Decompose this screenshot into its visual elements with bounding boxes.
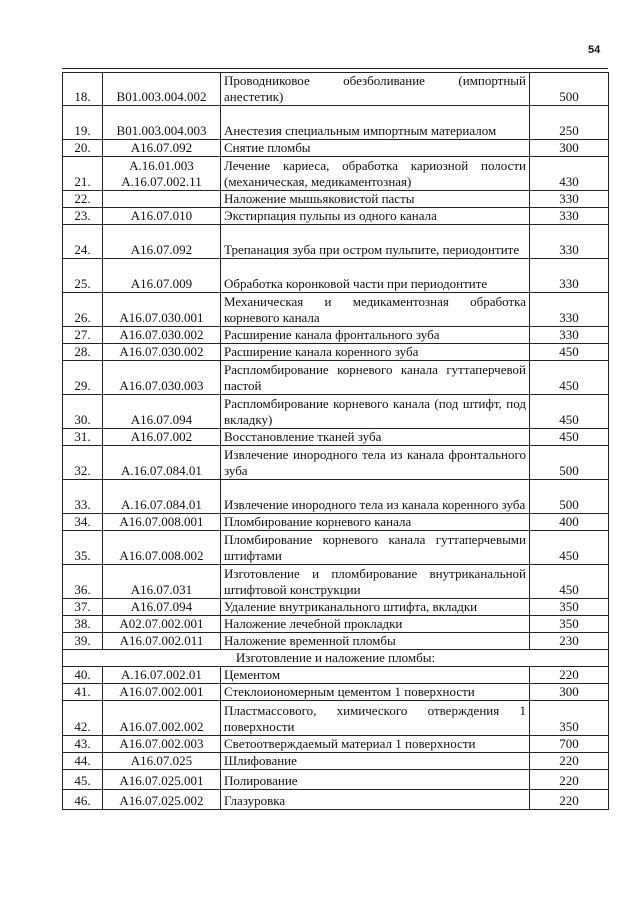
service-price: 450: [530, 344, 609, 361]
table-row: [63, 790, 609, 810]
service-code: A02.07.002.001: [103, 616, 221, 633]
service-name: Полирование: [221, 770, 530, 790]
service-name: Проводниковое обезболивание (импортный анестетик): [221, 73, 530, 106]
service-name: Наложение временной пломбы: [221, 633, 530, 650]
service-name: Цементом: [221, 667, 530, 684]
service-code: A16.07.092: [103, 140, 221, 157]
service-price: 330: [530, 208, 609, 225]
service-price: 450: [530, 361, 609, 395]
service-code: A16.07.092: [103, 225, 221, 259]
table-row: [63, 293, 609, 327]
row-number: 43.: [63, 736, 103, 753]
service-code: A16.07.030.002: [103, 344, 221, 361]
service-name: Глазуровка: [221, 790, 530, 810]
service-price: 700: [530, 736, 609, 753]
service-code: A.16.07.084.01: [103, 446, 221, 480]
table-row: [63, 667, 609, 684]
row-number: 38.: [63, 616, 103, 633]
service-price: 400: [530, 514, 609, 531]
row-number: 24.: [63, 225, 103, 259]
service-price: 220: [530, 790, 609, 810]
row-number: 40.: [63, 667, 103, 684]
service-price: 430: [530, 157, 609, 191]
service-code: B01.003.004.002: [103, 73, 221, 106]
row-number: 32.: [63, 446, 103, 480]
service-code: A16.07.002: [103, 429, 221, 446]
service-name: Расширение канала фронтального зуба: [221, 327, 530, 344]
service-name: Распломбирование корневого канала гуттаперчевой пастой: [221, 361, 530, 395]
service-code: A16.07.002.003: [103, 736, 221, 753]
service-price: 220: [530, 753, 609, 770]
service-code: [103, 191, 221, 208]
table-row: [63, 191, 609, 208]
service-code: A16.07.009: [103, 259, 221, 293]
service-price: 250: [530, 106, 609, 140]
row-number: 23.: [63, 208, 103, 225]
service-price: 350: [530, 616, 609, 633]
table-row: [63, 633, 609, 650]
section-header: Изготовление и наложение пломбы:: [63, 650, 609, 667]
row-number: 45.: [63, 770, 103, 790]
table-row: [63, 701, 609, 736]
table-row: [63, 753, 609, 770]
service-code: A16.07.008.001: [103, 514, 221, 531]
table-row: [63, 480, 609, 514]
table-row: [63, 429, 609, 446]
service-name: Наложение мышьяковистой пасты: [221, 191, 530, 208]
service-price: 330: [530, 191, 609, 208]
service-code: A16.07.002.011: [103, 633, 221, 650]
row-number: 30.: [63, 395, 103, 429]
row-number: 44.: [63, 753, 103, 770]
service-name: Экстирпация пульпы из одного канала: [221, 208, 530, 225]
row-number: 39.: [63, 633, 103, 650]
table-row: [63, 73, 609, 106]
service-code: A16.07.031: [103, 565, 221, 599]
row-number: 34.: [63, 514, 103, 531]
service-name: Трепанация зуба при остром пульпите, периодонтите: [221, 225, 530, 259]
service-price: 450: [530, 531, 609, 565]
service-price: 220: [530, 667, 609, 684]
row-number: 37.: [63, 599, 103, 616]
service-name: Извлечение инородного тела из канала коренного зуба: [221, 480, 530, 514]
service-name: Распломбирование корневого канала (под штифт, под вкладку): [221, 395, 530, 429]
service-code: A16.07.094: [103, 395, 221, 429]
row-number: 18.: [63, 73, 103, 106]
service-name: Извлечение инородного тела из канала фронтального зуба: [221, 446, 530, 480]
service-code: A16.07.030.003: [103, 361, 221, 395]
table-row: [63, 770, 609, 790]
service-name: Лечение кариеса, обработка кариозной полости (механическая, медикаментозная): [221, 157, 530, 191]
row-number: 31.: [63, 429, 103, 446]
table-row: [63, 565, 609, 599]
section-header-row: [63, 650, 609, 667]
row-number: 26.: [63, 293, 103, 327]
service-name: Анестезия специальным импортным материалом: [221, 106, 530, 140]
row-number: 36.: [63, 565, 103, 599]
service-code: A16.07.094: [103, 599, 221, 616]
page-number: 54: [588, 44, 601, 56]
table-row: [63, 327, 609, 344]
table-row: [63, 140, 609, 157]
row-number: 35.: [63, 531, 103, 565]
service-code: A16.07.025: [103, 753, 221, 770]
service-price: 300: [530, 140, 609, 157]
service-price: 350: [530, 599, 609, 616]
table-row: [63, 616, 609, 633]
service-code: A16.07.008.002: [103, 531, 221, 565]
row-number: 42.: [63, 701, 103, 736]
service-code: A.16.07.084.01: [103, 480, 221, 514]
service-price: 330: [530, 225, 609, 259]
service-name: Изготовление и пломбирование внутриканальной штифтовой конструкции: [221, 565, 530, 599]
row-number: 41.: [63, 684, 103, 701]
table-row: [63, 208, 609, 225]
service-code: A16.07.030.001: [103, 293, 221, 327]
table-row: [63, 736, 609, 753]
service-code: B01.003.004.003: [103, 106, 221, 140]
service-code: A16.07.010: [103, 208, 221, 225]
table-row: [63, 259, 609, 293]
table-row: [63, 599, 609, 616]
service-price: 220: [530, 770, 609, 790]
service-price: 500: [530, 480, 609, 514]
service-name: Пластмассового, химического отверждения 1 поверхности: [221, 701, 530, 736]
service-price: 450: [530, 565, 609, 599]
row-number: 33.: [63, 480, 103, 514]
service-code: A16.07.002.001: [103, 684, 221, 701]
row-number: 22.: [63, 191, 103, 208]
service-price: 350: [530, 701, 609, 736]
row-number: 27.: [63, 327, 103, 344]
table-row: [63, 684, 609, 701]
service-name: Пломбирование корневого канала: [221, 514, 530, 531]
service-code: A16.07.025.002: [103, 790, 221, 810]
service-price: 330: [530, 293, 609, 327]
service-code: A16.07.030.002: [103, 327, 221, 344]
service-name: Снятие пломбы: [221, 140, 530, 157]
service-code: A.16.07.002.01: [103, 667, 221, 684]
service-price: 450: [530, 395, 609, 429]
table-row: [63, 395, 609, 429]
row-number: 29.: [63, 361, 103, 395]
service-name: Расширение канала коренного зуба: [221, 344, 530, 361]
price-table: [62, 72, 609, 810]
table-row: [63, 344, 609, 361]
row-number: 21.: [63, 157, 103, 191]
service-code: A.16.01.003 A.16.07.002.11: [103, 157, 221, 191]
service-price: 500: [530, 73, 609, 106]
service-code: A16.07.025.001: [103, 770, 221, 790]
service-price: 500: [530, 446, 609, 480]
table-row: [63, 106, 609, 140]
table-row: [63, 225, 609, 259]
service-price: 330: [530, 259, 609, 293]
row-number: 19.: [63, 106, 103, 140]
service-name: Пломбирование корневого канала гуттаперчевыми штифтами: [221, 531, 530, 565]
table-row: [63, 531, 609, 565]
table-row: [63, 361, 609, 395]
service-name: Светоотверждаемый материал 1 поверхности: [221, 736, 530, 753]
top-rule: [62, 68, 608, 69]
row-number: 20.: [63, 140, 103, 157]
service-code: A16.07.002.002: [103, 701, 221, 736]
table-row: [63, 514, 609, 531]
service-name: Наложение лечебной прокладки: [221, 616, 530, 633]
service-price: 230: [530, 633, 609, 650]
price-table-body: [63, 73, 609, 810]
service-price: 450: [530, 429, 609, 446]
table-row: [63, 446, 609, 480]
service-name: Стеклоиономерным цементом 1 поверхности: [221, 684, 530, 701]
service-name: Удаление внутриканального штифта, вкладки: [221, 599, 530, 616]
row-number: 28.: [63, 344, 103, 361]
service-price: 330: [530, 327, 609, 344]
table-row: [63, 157, 609, 191]
service-name: Обработка коронковой части при периодонтите: [221, 259, 530, 293]
service-price: 300: [530, 684, 609, 701]
row-number: 46.: [63, 790, 103, 810]
service-name: Шлифование: [221, 753, 530, 770]
service-name: Механическая и медикаментозная обработка корневого канала: [221, 293, 530, 327]
service-name: Восстановление тканей зуба: [221, 429, 530, 446]
row-number: 25.: [63, 259, 103, 293]
